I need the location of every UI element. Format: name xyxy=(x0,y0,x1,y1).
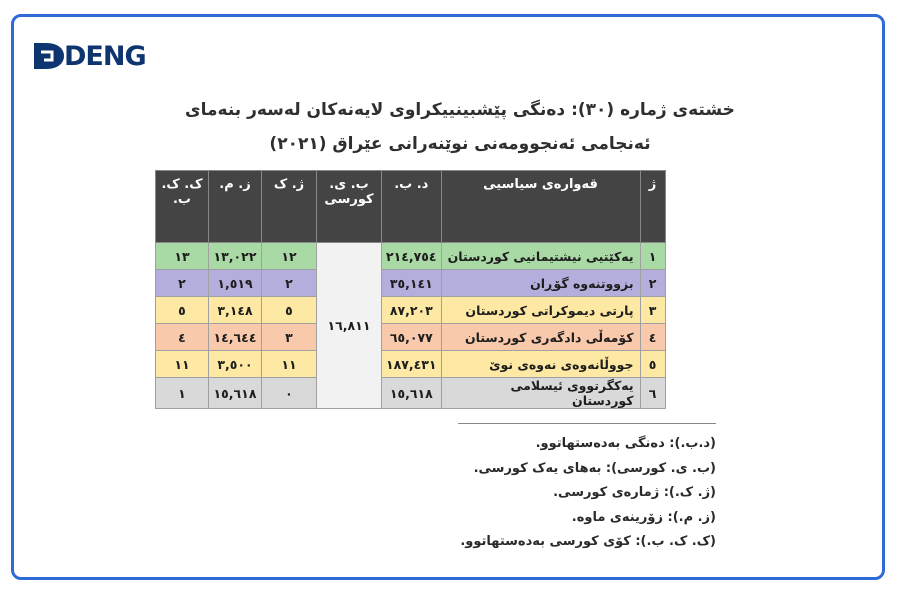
table-row xyxy=(156,270,666,297)
abbreviation-notes xyxy=(440,432,716,555)
party-name: یەکگرتووی ئیسلامی کوردستان xyxy=(441,378,640,409)
note-item: (ب. ی. کورسی): بەهای یەک کورسی. xyxy=(473,460,716,476)
votes-cell: ٢١٤,٧٥٤ xyxy=(382,243,442,270)
seats-cell: ١٢ xyxy=(262,243,317,270)
table-row xyxy=(156,324,666,351)
seats-cell: ٠ xyxy=(262,378,317,409)
header-votes: د. ب. xyxy=(382,171,442,243)
party-name: پارتی دیموکراتی کوردستان xyxy=(441,297,640,324)
table-title-line-1: خشتەی ژمارە (٣٠): دەنگی پێشبینییکراوی لایەنەکان لەسەر بنەمای xyxy=(185,100,735,120)
header-seats: ژ. ک xyxy=(262,171,317,243)
notes-divider xyxy=(458,423,716,424)
votes-cell: ١٥,٦١٨ xyxy=(382,378,442,409)
remainder-cell: ٣,١٤٨ xyxy=(209,297,262,324)
header-seat-value xyxy=(317,171,382,243)
row-number: ٥ xyxy=(640,351,665,378)
votes-cell: ٨٧,٢٠٣ xyxy=(382,297,442,324)
header-total-seats: ک. ک. ب. xyxy=(156,171,209,243)
remainder-cell: ١٥,٦١٨ xyxy=(209,378,262,409)
note-item: (ژ. ک.): ژمارەی کورسی. xyxy=(553,485,716,500)
votes-cell: ١٨٧,٤٣١ xyxy=(382,351,442,378)
table-body xyxy=(156,243,666,409)
row-number: ٣ xyxy=(640,297,665,324)
note-item: (د.ب.): دەنگی بەدەستهاتوو. xyxy=(535,436,716,451)
deng-logo xyxy=(32,38,162,74)
table-header-row xyxy=(156,171,666,243)
logo-text: DENG xyxy=(64,40,146,72)
results-table xyxy=(155,170,666,409)
votes-cell: ٦٥,٠٧٧ xyxy=(382,324,442,351)
note-item: (ک. ک. ب.): کۆی کورسی بەدەستهاتوو. xyxy=(460,534,716,549)
row-number: ١ xyxy=(640,243,665,270)
total-seats-cell: ٤ xyxy=(156,324,209,351)
row-number: ٦ xyxy=(640,378,665,409)
remainder-cell: ١٣,٠٢٢ xyxy=(209,243,262,270)
party-name: کۆمەڵی دادگەری کوردستان xyxy=(441,324,640,351)
note-item: (ز. م.): زۆرینەی ماوە. xyxy=(571,509,716,525)
table-row xyxy=(156,351,666,378)
total-seats-cell: ١١ xyxy=(156,351,209,378)
party-name: بزووتنەوە گۆڕان xyxy=(441,270,640,297)
row-number: ٢ xyxy=(640,270,665,297)
header-seat-value-text: ب. ی. کورسی xyxy=(324,177,374,207)
total-seats-cell: ٥ xyxy=(156,297,209,324)
total-seats-cell: ١ xyxy=(156,378,209,409)
total-seats-cell: ١٣ xyxy=(156,243,209,270)
party-name: جووڵانەوەی نەوەی نوێ xyxy=(441,351,640,378)
remainder-cell: ١,٥١٩ xyxy=(209,270,262,297)
party-name: یەکێتیی نیشتیمانیی کوردستان xyxy=(441,243,640,270)
seats-cell: ٢ xyxy=(262,270,317,297)
table-row xyxy=(156,243,666,270)
header-number: ژ xyxy=(640,171,665,243)
seat-value-cell: ١٦,٨١١ xyxy=(317,243,382,409)
table-row xyxy=(156,297,666,324)
table-row xyxy=(156,378,666,409)
remainder-cell: ١٤,٦٤٤ xyxy=(209,324,262,351)
seats-cell: ٥ xyxy=(262,297,317,324)
row-number: ٤ xyxy=(640,324,665,351)
total-seats-cell: ٢ xyxy=(156,270,209,297)
header-remainder: ز. م. xyxy=(209,171,262,243)
deng-logo-icon xyxy=(32,39,66,73)
seats-cell: ٣ xyxy=(262,324,317,351)
remainder-cell: ٣,٥٠٠ xyxy=(209,351,262,378)
votes-cell: ٣٥,١٤١ xyxy=(382,270,442,297)
header-party: قەوارەی سیاسیی xyxy=(441,171,640,243)
table-title-line-2: ئەنجامی ئەنجوومەنی نوێنەرانی عێراق (٢٠٢١) xyxy=(269,134,651,154)
seats-cell: ١١ xyxy=(262,351,317,378)
